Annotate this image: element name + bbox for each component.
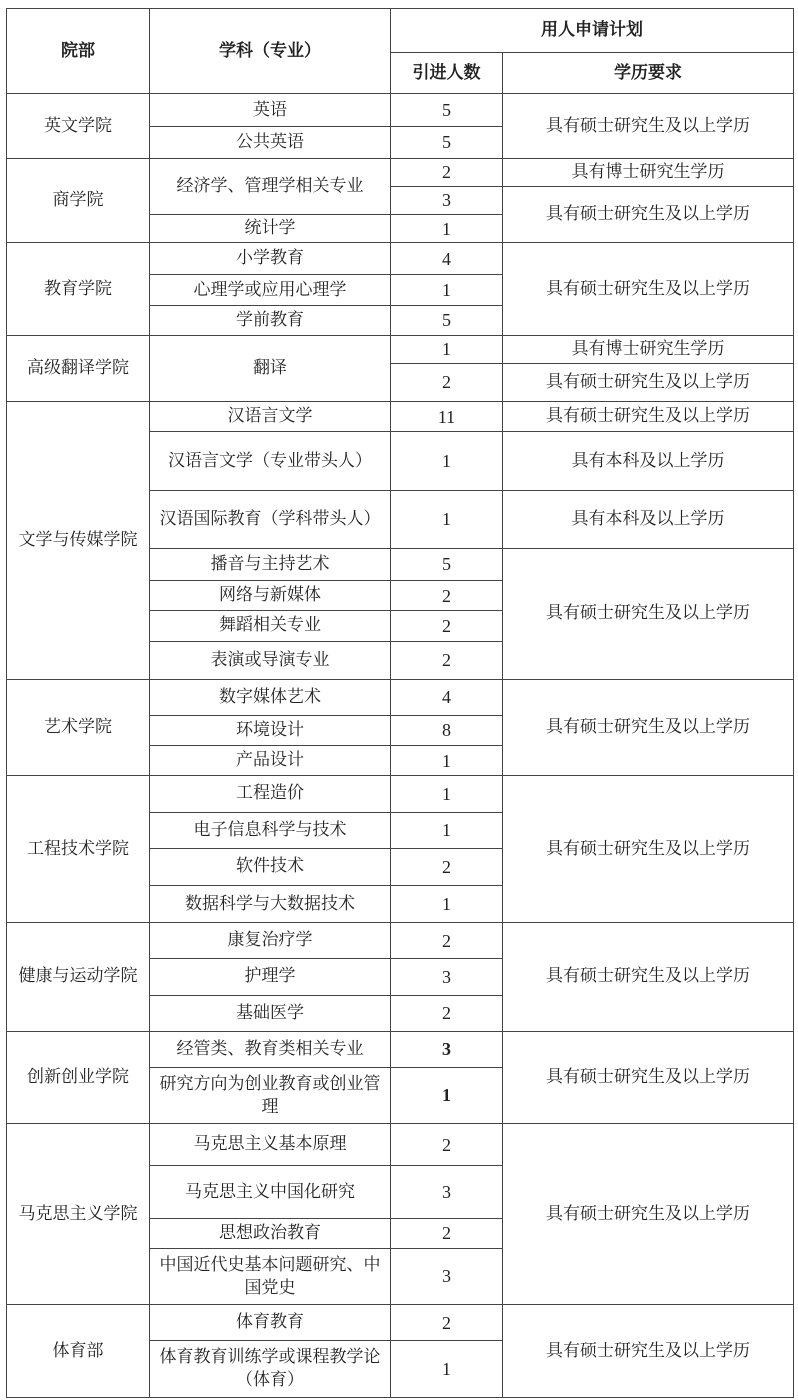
count-cell: 1 <box>391 1067 503 1123</box>
subject-cell: 研究方向为创业教育或创业管理 <box>150 1067 391 1123</box>
header-count: 引进人数 <box>391 53 503 94</box>
subject-cell: 环境设计 <box>150 715 391 745</box>
college-cell: 教育学院 <box>7 243 150 336</box>
subject-cell: 舞蹈相关专业 <box>150 611 391 641</box>
subject-cell: 经管类、教育类相关专业 <box>150 1031 391 1067</box>
subject-cell: 表演或导演专业 <box>150 641 391 679</box>
subject-cell: 数字媒体艺术 <box>150 679 391 715</box>
subject-cell: 马克思主义中国化研究 <box>150 1166 391 1218</box>
count-cell: 1 <box>391 1341 503 1398</box>
subject-cell: 播音与主持艺术 <box>150 549 391 581</box>
subject-cell: 心理学或应用心理学 <box>150 275 391 305</box>
college-cell: 健康与运动学院 <box>7 923 150 1032</box>
subject-cell: 数据科学与大数据技术 <box>150 885 391 922</box>
count-cell: 1 <box>391 885 503 922</box>
count-cell: 2 <box>391 158 503 186</box>
count-cell: 2 <box>391 848 503 885</box>
count-cell: 2 <box>391 923 503 959</box>
subject-cell: 产品设计 <box>150 746 391 776</box>
subject-cell: 护理学 <box>150 959 391 995</box>
header-subject: 学科（专业） <box>150 9 391 94</box>
college-cell: 体育部 <box>7 1305 150 1398</box>
education-cell: 具有硕士研究生及以上学历 <box>503 186 794 242</box>
subject-cell: 网络与新媒体 <box>150 581 391 611</box>
subject-cell: 思想政治教育 <box>150 1218 391 1248</box>
college-cell: 商学院 <box>7 158 150 242</box>
count-cell: 2 <box>391 363 503 401</box>
education-cell: 具有博士研究生学历 <box>503 335 794 363</box>
subject-cell: 基础医学 <box>150 995 391 1031</box>
count-cell: 3 <box>391 959 503 995</box>
college-cell: 马克思主义学院 <box>7 1124 150 1305</box>
count-cell: 11 <box>391 402 503 432</box>
subject-cell: 康复治疗学 <box>150 923 391 959</box>
count-cell: 2 <box>391 641 503 679</box>
education-cell: 具有硕士研究生及以上学历 <box>503 363 794 401</box>
subject-cell: 体育教育训练学或课程教学论（体育） <box>150 1341 391 1398</box>
count-cell: 5 <box>391 305 503 335</box>
count-cell: 1 <box>391 275 503 305</box>
count-cell: 2 <box>391 1305 503 1341</box>
subject-cell: 中国近代史基本问题研究、中国党史 <box>150 1248 391 1304</box>
college-cell: 英文学院 <box>7 94 150 158</box>
subject-cell: 汉语言文学 <box>150 402 391 432</box>
education-cell: 具有博士研究生学历 <box>503 158 794 186</box>
count-cell: 1 <box>391 812 503 848</box>
subject-cell: 翻译 <box>150 335 391 401</box>
college-cell: 高级翻译学院 <box>7 335 150 401</box>
subject-cell: 学前教育 <box>150 305 391 335</box>
count-cell: 4 <box>391 243 503 275</box>
subject-cell: 统计学 <box>150 215 391 243</box>
header-plan: 用人申请计划 <box>391 9 794 53</box>
subject-cell: 电子信息科学与技术 <box>150 812 391 848</box>
subject-cell: 小学教育 <box>150 243 391 275</box>
count-cell: 5 <box>391 126 503 158</box>
subject-cell: 软件技术 <box>150 848 391 885</box>
count-cell: 3 <box>391 1166 503 1218</box>
count-cell: 1 <box>391 746 503 776</box>
count-cell: 2 <box>391 1124 503 1166</box>
header-education: 学历要求 <box>503 53 794 94</box>
header-college: 院部 <box>7 9 150 94</box>
count-cell: 8 <box>391 715 503 745</box>
subject-cell: 经济学、管理学相关专业 <box>150 158 391 214</box>
recruitment-table <box>6 8 794 1398</box>
count-cell: 1 <box>391 335 503 363</box>
education-cell: 具有硕士研究生及以上学历 <box>503 402 794 432</box>
subject-cell: 英语 <box>150 94 391 126</box>
count-cell: 3 <box>391 186 503 214</box>
count-cell: 5 <box>391 549 503 581</box>
education-cell: 具有硕士研究生及以上学历 <box>503 243 794 336</box>
count-cell: 2 <box>391 581 503 611</box>
subject-cell: 汉语言文学（专业带头人） <box>150 432 391 490</box>
subject-cell: 工程造价 <box>150 776 391 812</box>
count-cell: 2 <box>391 611 503 641</box>
education-cell: 具有硕士研究生及以上学历 <box>503 1305 794 1398</box>
education-cell: 具有本科及以上学历 <box>503 490 794 548</box>
count-cell: 5 <box>391 94 503 126</box>
count-cell: 3 <box>391 1248 503 1304</box>
education-cell: 具有硕士研究生及以上学历 <box>503 679 794 776</box>
count-cell: 2 <box>391 995 503 1031</box>
education-cell: 具有硕士研究生及以上学历 <box>503 776 794 923</box>
subject-cell: 体育教育 <box>150 1305 391 1341</box>
college-cell: 工程技术学院 <box>7 776 150 923</box>
college-cell: 艺术学院 <box>7 679 150 776</box>
education-cell: 具有硕士研究生及以上学历 <box>503 1031 794 1124</box>
education-cell: 具有硕士研究生及以上学历 <box>503 94 794 158</box>
education-cell: 具有硕士研究生及以上学历 <box>503 1124 794 1305</box>
subject-cell: 马克思主义基本原理 <box>150 1124 391 1166</box>
count-cell: 1 <box>391 432 503 490</box>
count-cell: 1 <box>391 490 503 548</box>
subject-cell: 公共英语 <box>150 126 391 158</box>
education-cell: 具有硕士研究生及以上学历 <box>503 549 794 680</box>
count-cell: 2 <box>391 1218 503 1248</box>
education-cell: 具有本科及以上学历 <box>503 432 794 490</box>
count-cell: 3 <box>391 1031 503 1067</box>
count-cell: 4 <box>391 679 503 715</box>
subject-cell: 汉语国际教育（学科带头人） <box>150 490 391 548</box>
count-cell: 1 <box>391 215 503 243</box>
college-cell: 文学与传媒学院 <box>7 402 150 680</box>
college-cell: 创新创业学院 <box>7 1031 150 1124</box>
count-cell: 1 <box>391 776 503 812</box>
education-cell: 具有硕士研究生及以上学历 <box>503 923 794 1032</box>
